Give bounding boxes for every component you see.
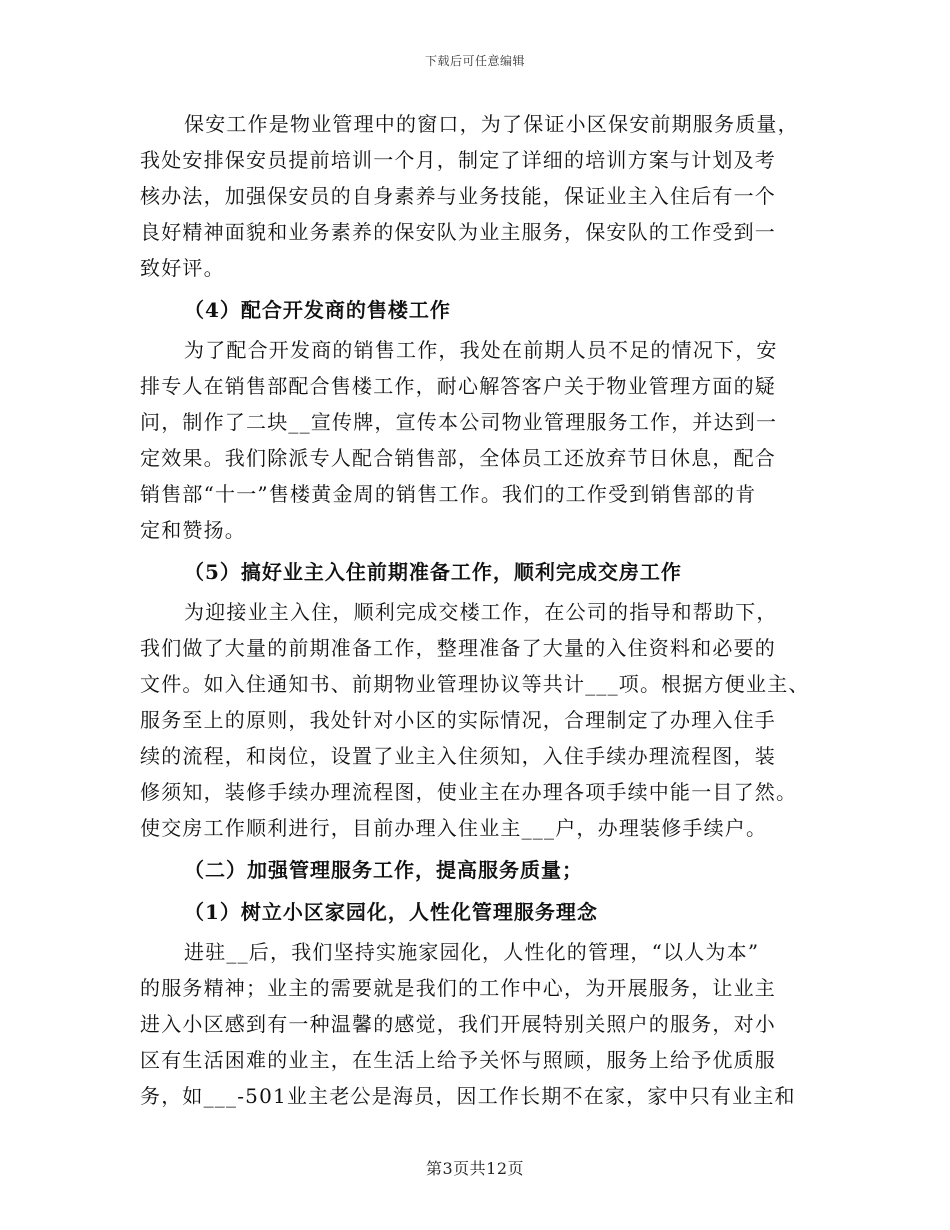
section-heading: （1）树立小区家园化，人性化管理服务理念 (184, 900, 598, 924)
paragraph-security (140, 106, 830, 286)
page-number: 第3页共12页 (425, 1159, 525, 1178)
text-line: 我们做了大量的前期准备工作，整理准备了大量的入住资料和必要的 (140, 636, 776, 660)
section-heading: （5）搞好业主入住前期准备工作，顺利完成交房工作 (184, 560, 682, 584)
text-line: 续的流程，和岗位，设置了业主入住须知，入住手续办理流程图，装 (140, 744, 776, 768)
text-line: 文件。如入住通知书、前期物业管理协议等共计___项。根据方便业主、 (140, 672, 810, 696)
text-line: 为迎接业主入住，顺利完成交楼工作，在公司的指导和帮助下， (184, 600, 778, 624)
text-line: 服务至上的原则，我处针对小区的实际情况，合理制定了办理入住手 (140, 708, 776, 732)
paragraph-sales (140, 332, 830, 548)
text-line: 问，制作了二块__宣传牌，宣传本公司物业管理服务工作，并达到一 (140, 410, 778, 434)
text-line: 区有生活困难的业主，在生活上给予关怀与照顾，服务上给予优质服 (140, 1048, 776, 1072)
text-line: 排专人在销售部配合售楼工作，耐心解答客户关于物业管理方面的疑 (140, 374, 776, 398)
text-line: 定效果。我们除派专人配合销售部，全体员工还放弃节日休息，配合 (140, 446, 776, 470)
text-line: 为了配合开发商的销售工作，我处在前期人员不足的情况下，安 (184, 338, 778, 362)
document-body (140, 106, 830, 1114)
text-line: 使交房工作顺利进行，目前办理入住业主___户，办理装修手续户。 (140, 816, 768, 840)
paragraph-move-in (140, 594, 830, 846)
text-line: 我处安排保安员提前培训一个月，制定了详细的培训方案与计划及考 (140, 148, 776, 172)
text-line: 进入小区感到有一种温馨的感觉，我们开展特别关照户的服务，对小 (140, 1012, 776, 1036)
paragraph-service (140, 934, 830, 1114)
text-line: 销售部“十一”售楼黄金周的销售工作。我们的工作受到销售部的肯 (140, 482, 757, 506)
page-header-note: 下载后可任意编辑 (424, 54, 525, 68)
text-line: 务，如___-501业主老公是海员，因工作长期不在家，家中只有业主和 (140, 1084, 796, 1108)
text-line: 进驻__后，我们坚持实施家园化，人性化的管理，“以人为本” (184, 940, 760, 964)
section-heading: （二）加强管理服务工作，提高服务质量； (184, 858, 583, 882)
text-line: 良好精神面貌和业务素养的保安队为业主服务，保安队的工作受到一 (140, 220, 776, 244)
text-line: 的服务精神；业主的需要就是我们的工作中心，为开展服务，让业主 (140, 976, 776, 1000)
text-line: 修须知，装修手续办理流程图，使业主在办理各项手续中能一目了然。 (140, 780, 798, 804)
text-line: 核办法，加强保安员的自身素养与业务技能，保证业主入住后有一个 (140, 184, 776, 208)
text-line: 致好评。 (140, 256, 225, 280)
text-line: 保安工作是物业管理中的窗口，为了保证小区保安前期服务质量， (184, 112, 799, 136)
text-line: 定和赞扬。 (140, 518, 246, 542)
section-heading: （4）配合开发商的售楼工作 (184, 298, 451, 322)
